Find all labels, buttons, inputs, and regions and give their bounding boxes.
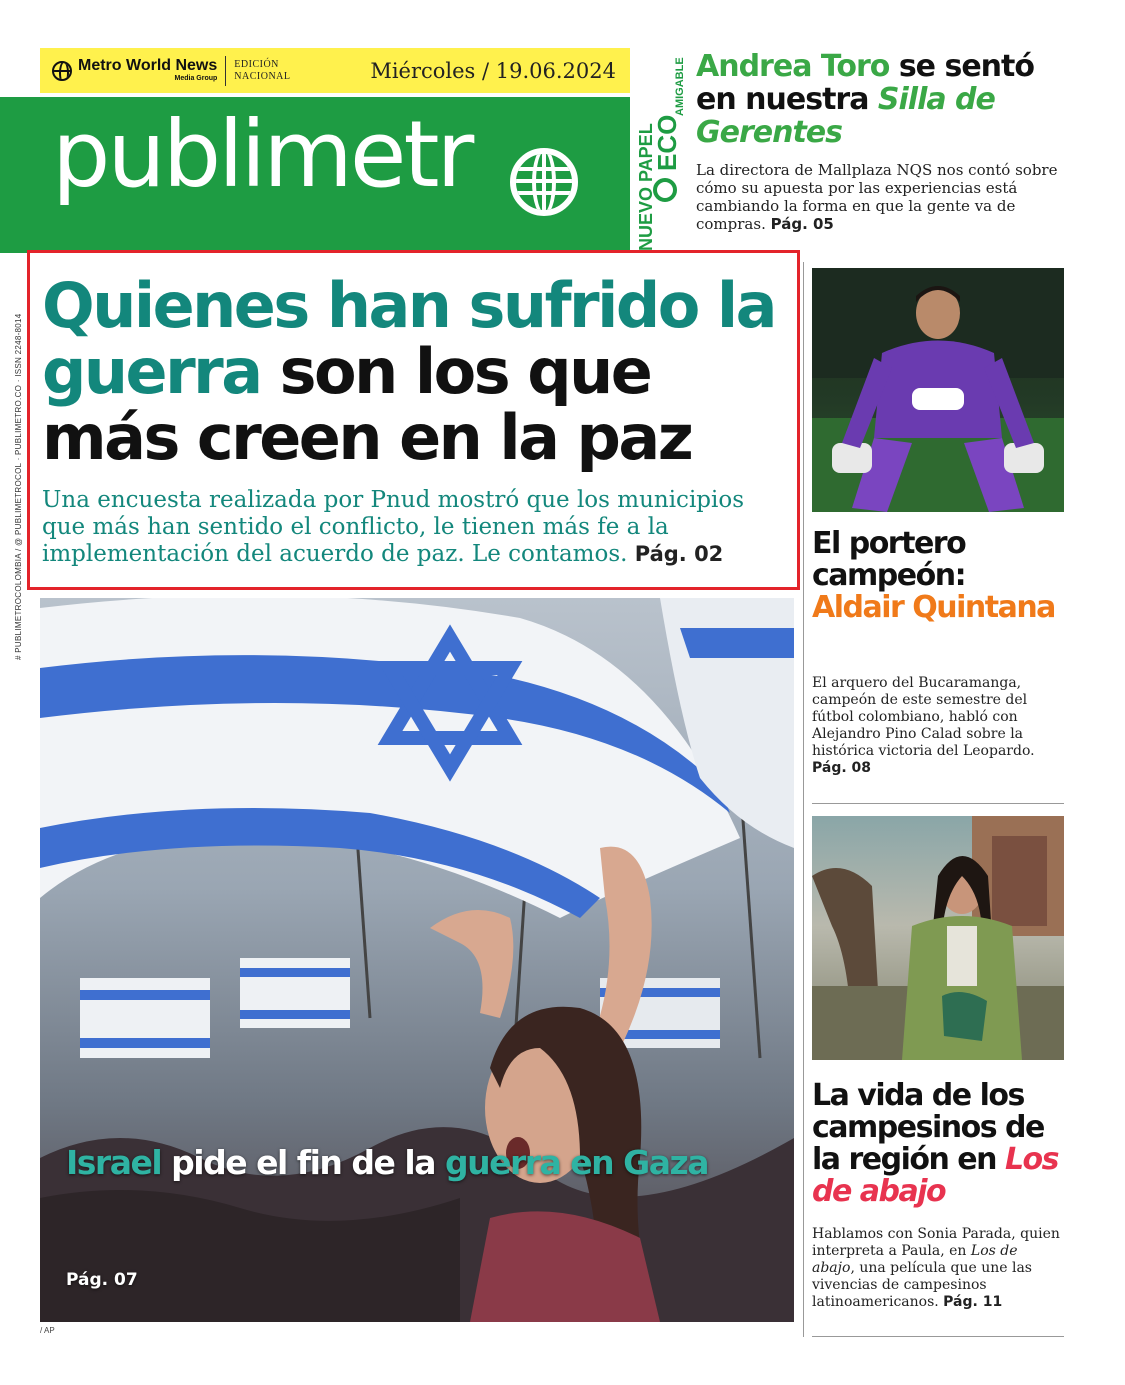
edition-line1: EDICIÓN (234, 58, 279, 70)
headline-black: son los que más creen en la paz (42, 335, 692, 474)
page-reference: Pág. 02 (634, 542, 724, 566)
masthead-topbar (40, 48, 630, 93)
goalkeeper-illustration (812, 268, 1064, 512)
headline-name: Andrea Toro (696, 49, 890, 84)
story1-headline[interactable] (812, 528, 1064, 624)
bottom-rule (812, 1336, 1064, 1337)
side-margin-info: # PUBLIMETROCOLOMBIA / @ PUBLIMETROCOL · PUBLIMETRO.CO · ISSN 2248-8014 (14, 313, 23, 660)
story2-headline-black: La vida de los campesinos de la región en (812, 1078, 1044, 1177)
caption-white: pide el fin de la (161, 1143, 445, 1182)
logo-globe-icon (510, 148, 578, 216)
top-story[interactable] (696, 50, 1076, 233)
top-story-body (696, 161, 1076, 233)
film-still-photo[interactable] (812, 816, 1064, 1060)
story1-headline-black: El portero campeón: (812, 526, 966, 593)
photo-credit: / AP (40, 1326, 55, 1335)
headline-middle: se sentó en nuestra (696, 49, 1034, 117)
caption-teal-2: guerra en Gaza (444, 1143, 708, 1182)
story2-page-reference: Pág. 11 (943, 1294, 1003, 1310)
masthead (40, 48, 630, 253)
edition-label (234, 59, 290, 83)
edition-line2: NACIONAL (234, 70, 291, 82)
leaf-icon (653, 178, 677, 202)
eco-badge-line2: ECO (652, 114, 682, 171)
story-separator (812, 803, 1064, 804)
publimetro-logo[interactable]: publimetr (52, 101, 472, 208)
story1-body (812, 675, 1064, 777)
eco-badge-line3: AMIGABLE (674, 57, 686, 116)
main-photo-protest[interactable] (40, 598, 794, 1322)
main-deck (42, 487, 782, 568)
issue-date: Miércoles / 19.06.2024 (370, 58, 616, 83)
caption-teal-1: Israel (66, 1143, 162, 1182)
headline-section: Silla de Gerentes (696, 82, 995, 150)
main-headline (42, 269, 792, 474)
column-divider (803, 262, 804, 1337)
story2-headline-title: Los de abajo (812, 1142, 1059, 1209)
top-story-headline (696, 50, 1076, 149)
film-still-illustration (812, 816, 1064, 1060)
headline-teal: Quienes han sufrido la guerra (42, 269, 776, 408)
photo-page-reference: Pág. 07 (66, 1270, 138, 1290)
top-story-text: La directora de Mallplaza NQS nos contó sobre cómo su apuesta por las experiencias está cambiando la forma en que la gente va de compras. (696, 161, 1058, 233)
brand-name: Metro World News (78, 57, 218, 74)
photo-caption (66, 1143, 708, 1182)
story2-headline[interactable] (812, 1080, 1064, 1208)
deck-text: Una encuesta realizada por Pnud mostró que los municipios que más han sentido el conflicto, le tienen más fe a la implementación del acuerdo de paz. Le contamos. (42, 487, 745, 567)
metro-world-news-brand[interactable] (52, 58, 217, 83)
eco-badge-line1: NUEVO PAPEL (636, 123, 656, 251)
globe-icon (52, 61, 72, 81)
story2-body (812, 1226, 1064, 1311)
brand-sub: Media Group (174, 75, 218, 82)
story1-headline-name: Aldair Quintana (812, 590, 1055, 625)
page-reference: Pág. 05 (770, 215, 834, 233)
story2-text-italic: Los de abajo (812, 1243, 1018, 1276)
goalkeeper-photo[interactable] (812, 268, 1064, 512)
protest-illustration (40, 598, 794, 1322)
main-story[interactable] (27, 250, 800, 590)
eco-paper-badge (633, 46, 688, 251)
divider (225, 56, 226, 86)
story2-text-b: , una película que une las vivencias de campesinos latinoamericanos. (812, 1260, 1032, 1310)
story2-text-a: Hablamos con Sonia Parada, quien interpreta a Paula, en (812, 1226, 1060, 1259)
story1-page-reference: Pág. 08 (812, 760, 872, 776)
story1-text: El arquero del Bucaramanga, campeón de este semestre del fútbol colombiano, habló con Alejandro Pino Calad sobre la histórica victoria del Leopardo. (812, 675, 1035, 759)
